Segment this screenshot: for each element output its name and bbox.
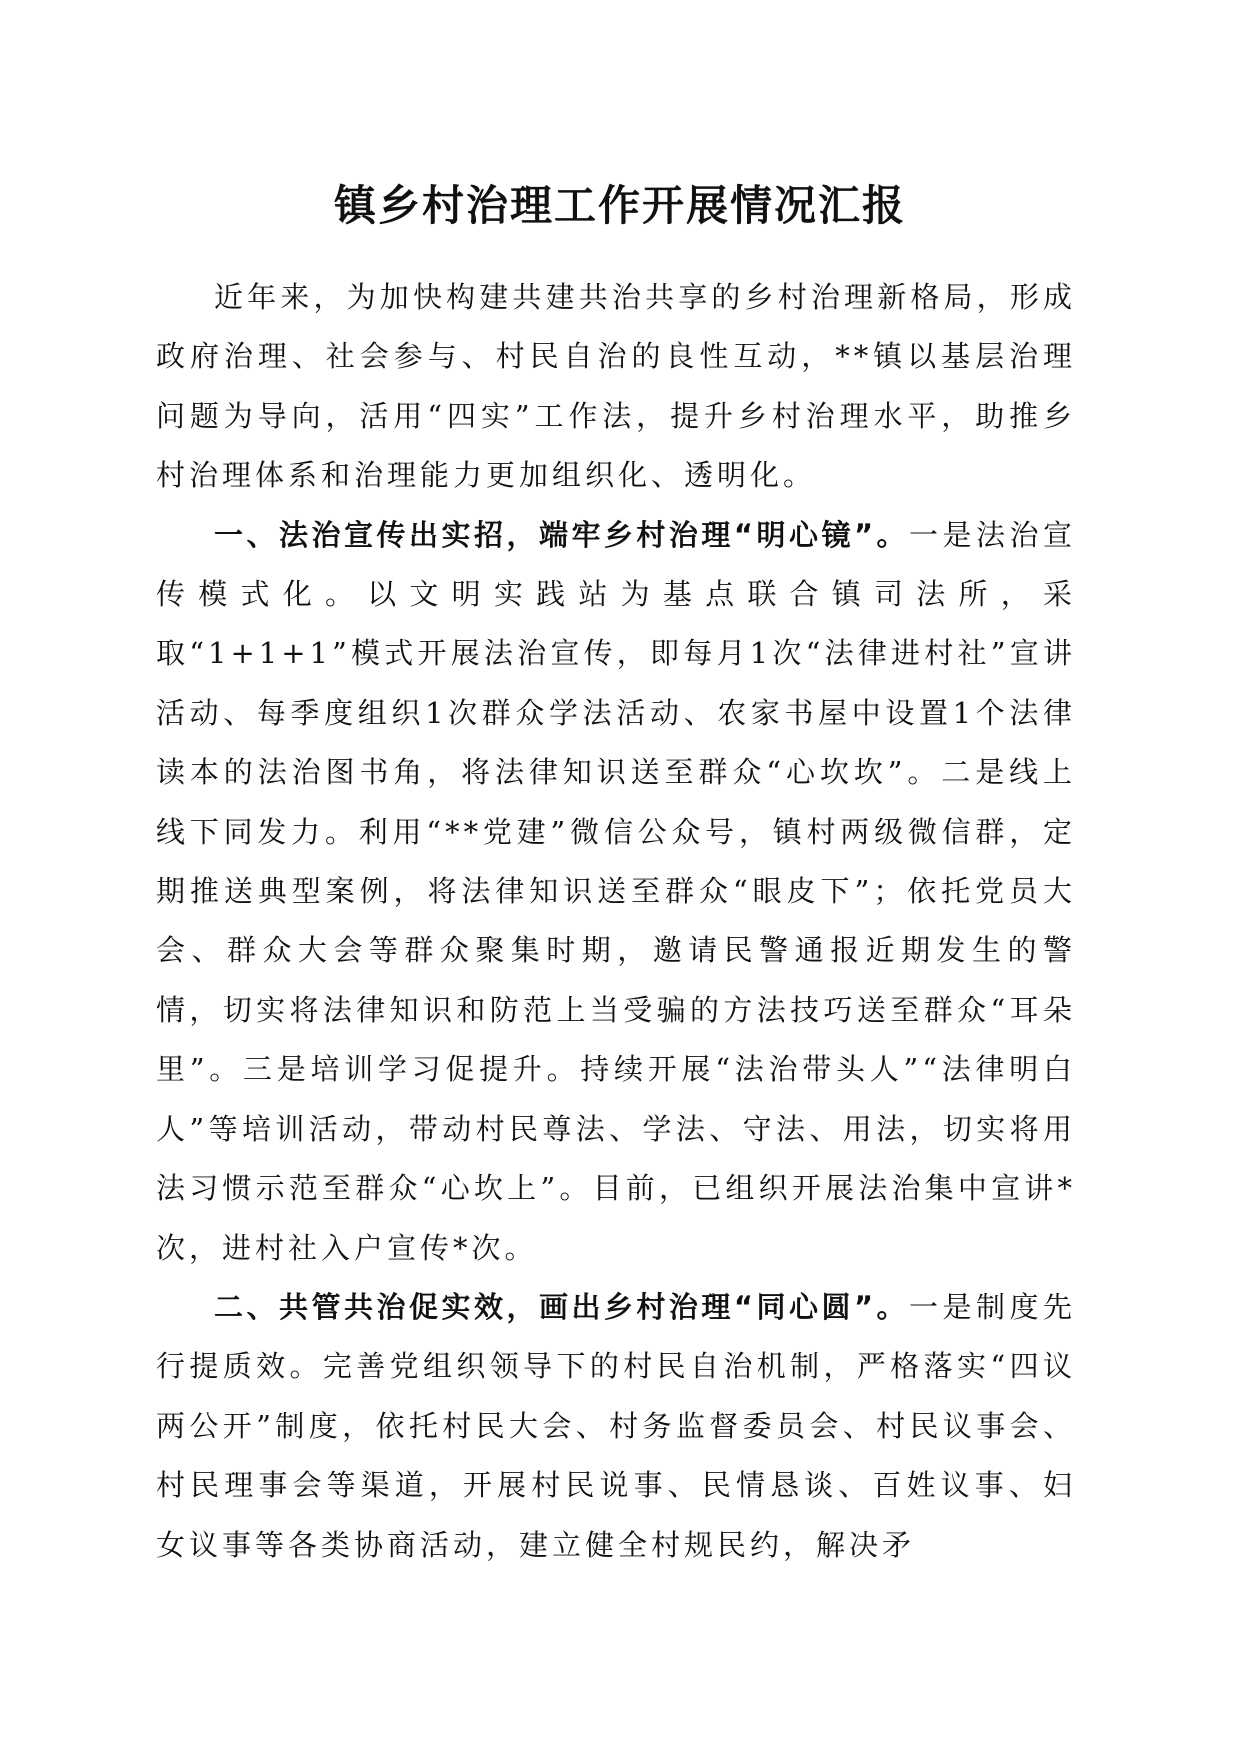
intro-paragraph: 近年来，为加快构建共建共治共享的乡村治理新格局，形成政府治理、社会参与、村民自治的良性互动，**镇以基层治理问题为导向，活用“四实”工作法，提升乡村治理水平，助推乡村治理体系和治理能力更加组织化、透明化。: [156, 280, 1076, 493]
document-body: [156, 268, 1076, 1575]
section-1-heading: 一、法治宣传出实招，端牢乡村治理“明心镜”。: [214, 517, 910, 552]
document-title: 镇乡村治理工作开展情况汇报: [333, 181, 906, 230]
section-2-body: 一是制度先行提质效。完善党组织领导下的村民自治机制，严格落实“四议两公开”制度，依托村民大会、村务监督委员会、村民议事会、村民理事会等渠道，开展村民说事、民情恳谈、百姓议事、妇女议事等各类协商活动，建立健全村规民约，解决矛: [156, 1289, 1076, 1562]
section-2-heading: 二、共管共治促实效，画出乡村治理“同心圆”。: [214, 1289, 910, 1324]
section-1-paragraph: [156, 506, 1076, 1278]
section-2-paragraph: [156, 1278, 1076, 1575]
section-1-body: 一是法治宣传模式化。以文明实践站为基点联合镇司法所，采取“1+1+1”模式开展法治宣传，即每月1次“法律进村社”宣讲活动、每季度组织1次群众学法活动、农家书屋中设置1个法律读本的法治图书角，将法律知识送至群众“心坎坎”。二是线上线下同发力。利用“**党建”微信公众号，镇村两级微信群，定期推送典型案例，将法律知识送至群众“眼皮下”；依托党员大会、群众大会等群众聚集时期，邀请民警通报近期发生的警情，切实将法律知识和防范上当受骗的方法技巧送至群众“耳朵里”。三是培训学习促提升。持续开展“法治带头人”“法律明白人”等培训活动，带动村民尊法、学法、守法、用法，切实将用法习惯示范至群众“心坎上”。目前，已组织开展法治集中宣讲*次，进村社入户宣传*次。: [156, 517, 1076, 1265]
